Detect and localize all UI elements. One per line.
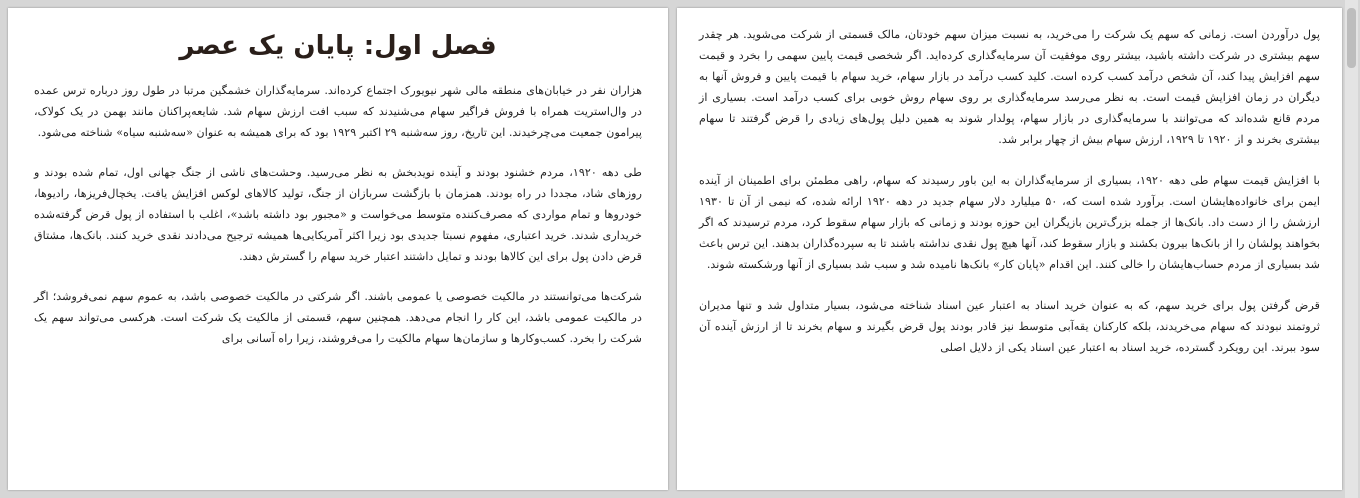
paragraph: پول درآوردن است. زمانی که سهم یک شرکت را می‌خرید، به نسبت میزان سهم خودتان، مالک قسمتی از شرکت می‌شوید. هر چقدر سهم بیشتری در شرکت داشته باشید، بیشتر روی موفقیت آن سرمایه‌گذاری کرده‌اید. اگر شخصی قیمت پایین سهمی را بخرد و قیمت سهم افزایش پیدا کند، آن شخص درآمد کسب کرده است. کلید کسب درآمد در بازار سهام، خرید سهام با قیمت پایین و فروش آنها به دیگران در زمان افزایش قیمت است. به نظر می‌رسد سرمایه‌گذاری بر روی سهام روش خوبی برای کسب درآمد است. بسیاری از مردم قانع شده‌اند که می‌توانند با سرمایه‌گذاری در بازار سهام، پولدار شوند به همین دلیل پول‌های زیادی را قرض گرفتند تا سهام بیشتری بخرند و از ۱۹۲۰ تا ۱۹۲۹، ارزش سهام بیش از چهار برابر شد. [699,28,1320,146]
paragraph: شرکت‌ها می‌توانستند در مالکیت خصوصی یا عمومی باشند. اگر شرکتی در مالکیت خصوصی باشد، به عموم سهم نمی‌فروشد؛ اگر در مالکیت عمومی باشد، این کار را انجام می‌دهد. همچنین سهم، قسمتی از مالکیت یک شرکت است. هرکسی می‌تواند سهم یک شرکت را بخرد. کسب‌وکارها و سازمان‌ها سهام مالکیت را می‌فروشند، زیرا راه آسانی برای [34,290,642,345]
left-page [8,8,668,490]
paragraph: با افزایش قیمت سهام طی دهه ۱۹۲۰، بسیاری از سرمایه‌گذاران به این باور رسیدند که سهام، راهی مطمئن برای اطمینان از آینده ایمن برای خانواده‌هایشان است. برآورد شده است که، ۵۰ میلیارد دلار سهام جدید در دهه ۱۹۲۰ ارائه شده، که نیمی از آن تا ۱۹۳۰ ارزشش را از دست داد. بانک‌ها از جمله بزرگ‌ترین بازیگران این حوزه بودند و زمانی که بازار سهام سقوط کرد، مردم ترسیدند که اگر بخواهند پولشان را از بانک‌ها بیرون بکشند و بازار سقوط کند، آنها هیچ پول نقدی نداشته باشند تا به سپرده‌گذاران بدهند. این ترس باعث شد بسیاری از مردم حساب‌هایشان را خالی کنند. این اقدام «پایان کار» بانک‌ها نامیده شد و سبب شد بسیاری از آنها ورشکسته شوند. [699,174,1321,271]
paragraph: هزاران نفر در خیابان‌های منطقه مالی شهر نیویورک اجتماع کرده‌اند. سرمایه‌گذاران خشمگین مرتبا در طول روز درباره ترس عمده در وال‌استریت همراه با فروش فراگیر سهام می‌شنیدند که سبب افت ارزش سهام شد. شایعه‌پراکنان مانند بهمن در یک کولاک، پیرامون جمعیت می‌چرخیدند. این تاریخ، روز سه‌شنبه ۲۹ اکتبر ۱۹۲۹ بود که برای همیشه به عنوان «سه‌شنبه سیاه» شناخته می‌شود. [34,84,642,139]
vertical-scrollbar[interactable] [1345,0,1358,498]
chapter-title: فصل اول: پایان یک عصر [179,31,497,61]
scrollbar-thumb[interactable] [1347,8,1356,68]
right-page [677,8,1342,490]
paragraph: طی دهه ۱۹۲۰، مردم خشنود بودند و آینده نویدبخش به نظر می‌رسید. وحشت‌های ناشی از جنگ جهانی اول، تمام شده بودند و روزهای شاد، مجددا در راه بودند. همزمان با بازگشت سربازان از جنگ، تولید کالاهای لوکس افزایش یافت. یخچال‌فریزها، رادیوها، خودروها و تمام مواردی که مصرف‌کننده متوسط می‌خواست و «مجبور بود داشته باشد»، اغلب با استفاده از پول قرض گرفته‌شده خریداری شدند. خرید اعتباری، مفهوم نسبتا جدیدی بود زیرا اکثر آمریکایی‌ها همیشه ترجیح می‌دادند نقدی خرید کنند. بانک‌ها، مشتاق قرض دادن پول برای این کالاها بودند و تمایل داشتند اعتبار خرید سهام را گسترش دهند. [34,166,642,263]
paragraph: قرض گرفتن پول برای خرید سهم، که به عنوان خرید اسناد به اعتبار عین اسناد شناخته می‌شود، بسیار متداول شد و تنها مدیران ثروتمند نبودند که سهام می‌خریدند، بلکه کارکنان یقه‌آبی متوسط نیز قادر بودند پول قرض بگیرند و سهام بخرند تا از ارزش آینده آن سود ببرند. این رویکرد گسترده، خرید اسناد به اعتبار عین اسناد یکی از دلایل اصلی [699,299,1320,354]
